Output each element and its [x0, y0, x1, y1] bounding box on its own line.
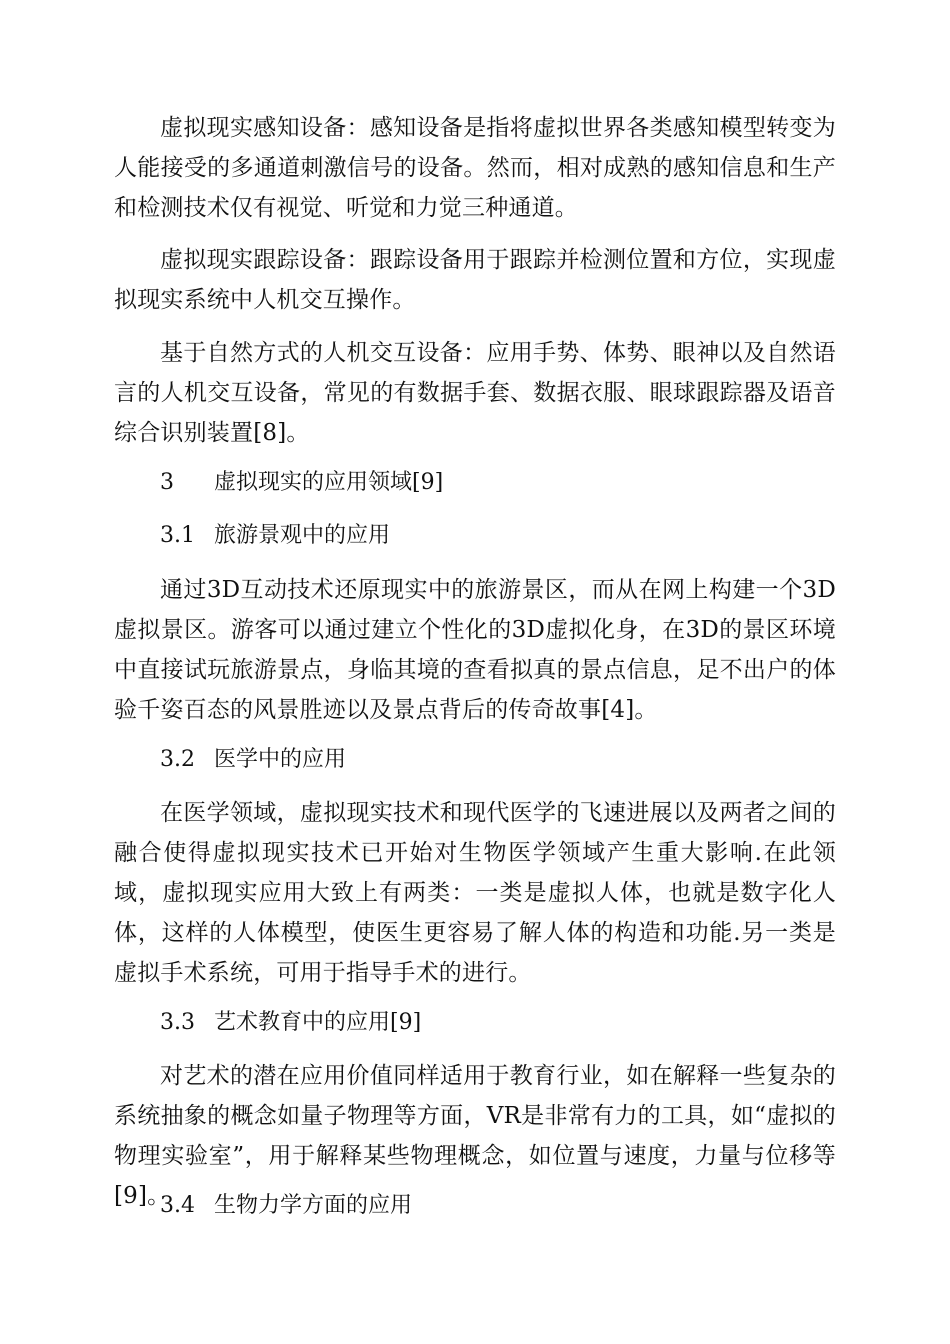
- section-heading-3-3: [160, 1003, 840, 1043]
- section-heading-3-1: [160, 516, 840, 556]
- section-title: 医学中的应用: [214, 747, 347, 772]
- section-number: 3.3: [160, 1010, 195, 1035]
- paragraph-medicine: 在医学领域，虚拟现实技术和现代医学的飞速进展以及两者之间的融合使得虚拟现实技术已开始对生物医学领域产生重大影响.在此领域，虚拟现实应用大致上有两类：一类是虚拟人体，也就是数字化人体，这样的人体模型，使医生更容易了解人体的构造和功能.另一类是虚拟手术系统，可用于指导手术的进行。: [114, 800, 836, 986]
- section-number: 3.4: [160, 1193, 195, 1218]
- section-title: 生物力学方面的应用: [214, 1193, 413, 1218]
- paragraph-tracking-devices: 虚拟现实跟踪设备：跟踪设备用于跟踪并检测位置和方位，实现虚拟现实系统中人机交互操作。: [114, 247, 836, 313]
- paragraph-tourism: 通过3D互动技术还原现实中的旅游景区，而从在网上构建一个3D虚拟景区。游客可以通过建立个性化的3D虚拟化身，在3D的景区环境中直接试玩旅游景点，身临其境的查看拟真的景点信息，足不出户的体验千姿百态的风景胜迹以及景点背后的传奇故事[4]。: [114, 577, 836, 723]
- section-number: 3.2: [160, 747, 195, 772]
- section-number: 3: [160, 470, 174, 495]
- section-title: 旅游景观中的应用: [214, 523, 391, 548]
- section-heading-3-2: [160, 740, 840, 780]
- paragraph-perception-devices: 虚拟现实感知设备：感知设备是指将虚拟世界各类感知模型转变为人能接受的多通道刺激信号的设备。然而，相对成熟的感知信息和生产和检测技术仅有视觉、听觉和力觉三种通道。: [114, 115, 836, 221]
- paragraph-natural-interaction-devices: 基于自然方式的人机交互设备：应用手势、体势、眼神以及自然语言的人机交互设备，常见的有数据手套、数据衣服、眼球跟踪器及语音综合识别装置[8]。: [114, 340, 836, 446]
- section-heading-3: [160, 463, 840, 503]
- section-heading-3-4: [160, 1186, 840, 1226]
- section-title: 艺术教育中的应用[9]: [214, 1010, 422, 1035]
- section-number: 3.1: [160, 523, 195, 548]
- section-title: 虚拟现实的应用领域[9]: [214, 470, 444, 495]
- paragraph-art-education: 对艺术的潜在应用价值同样适用于教育行业，如在解释一些复杂的系统抽象的概念如量子物理等方面，VR是非常有力的工具，如“虚拟的物理实验室”，用于解释某些物理概念，如位置与速度，力量与位移等[9]。: [114, 1063, 836, 1209]
